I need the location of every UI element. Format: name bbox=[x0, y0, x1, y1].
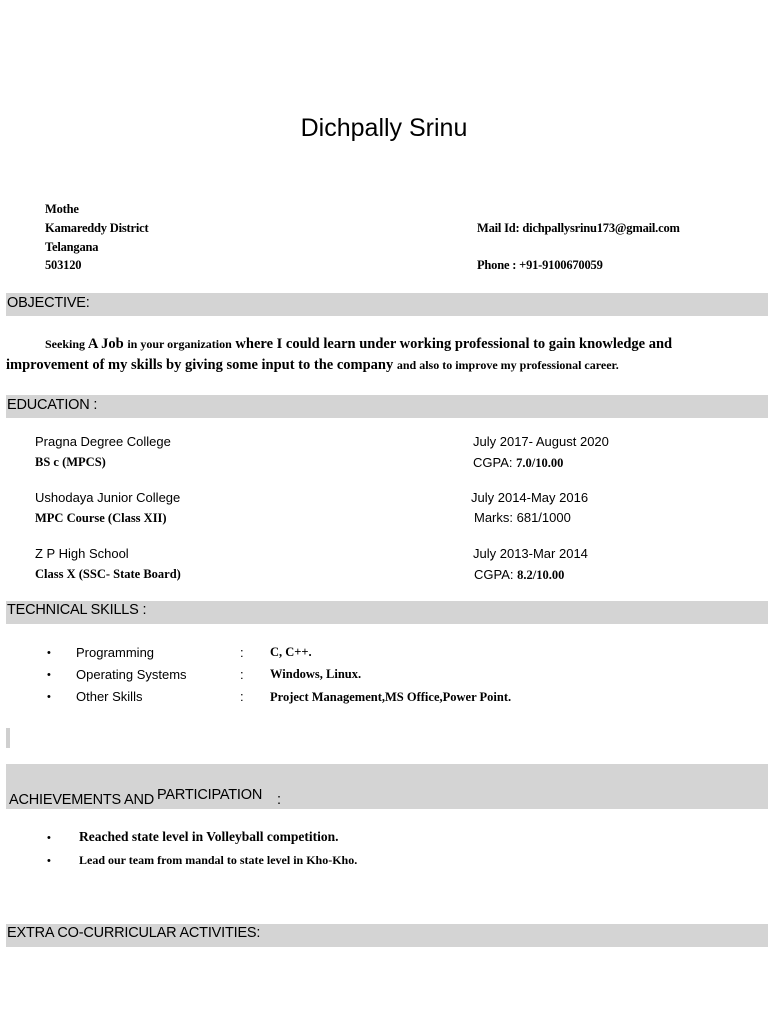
education-course: MPC Course (Class XII) bbox=[35, 511, 167, 525]
objective-section-band bbox=[6, 293, 768, 316]
achievements-heading-part-1: ACHIEVEMENTS AND bbox=[9, 792, 155, 808]
achievement-item: Lead our team from mandal to state level in Kho-Kho. bbox=[79, 853, 358, 867]
education-score bbox=[474, 567, 564, 583]
skill-label: Programming bbox=[76, 645, 155, 660]
education-score bbox=[473, 455, 563, 471]
bullet-icon: • bbox=[47, 669, 51, 681]
objective-text-rest: where I could learn under working professional to gain knowledge and bbox=[231, 336, 673, 352]
skill-value: C, C++. bbox=[270, 645, 312, 659]
objective-text-job: A Job bbox=[85, 336, 128, 352]
achievements-heading-colon: : bbox=[277, 792, 281, 808]
skill-separator: : bbox=[240, 689, 244, 704]
objective-text-improvement: improvement of my skills by giving some input to the company bbox=[6, 357, 397, 373]
skill-label: Operating Systems bbox=[76, 667, 187, 682]
bullet-icon: • bbox=[47, 691, 51, 703]
skill-value: Project Management,MS Office,Power Point. bbox=[270, 690, 512, 704]
education-score-value: 7.0/10.00 bbox=[516, 456, 564, 470]
contact-phone: Phone : +91-9100670059 bbox=[477, 258, 603, 272]
education-institution: Ushodaya Junior College bbox=[35, 490, 181, 505]
achievements-heading-part-2: PARTICIPATION bbox=[157, 787, 263, 803]
education-score bbox=[474, 510, 571, 526]
bullet-icon: • bbox=[47, 832, 51, 844]
objective-heading: OBJECTIVE: bbox=[7, 295, 90, 311]
education-score-label: CGPA: bbox=[474, 567, 518, 582]
resume-name: Dichpally Srinu bbox=[300, 114, 468, 142]
education-heading: EDUCATION : bbox=[7, 397, 98, 413]
education-institution: Z P High School bbox=[35, 546, 129, 561]
address-postcode: 503120 bbox=[45, 258, 82, 272]
skill-separator: : bbox=[240, 667, 244, 682]
skill-value: Windows, Linux. bbox=[270, 667, 362, 681]
education-section-band bbox=[6, 395, 768, 418]
bullet-icon: • bbox=[47, 855, 51, 867]
technical-skills-heading: TECHNICAL SKILLS : bbox=[7, 602, 147, 618]
contact-email: Mail Id: dichpallysrinu173@gmail.com bbox=[477, 221, 680, 235]
objective-text-org: in your organization bbox=[127, 337, 232, 351]
education-dates: July 2017- August 2020 bbox=[473, 434, 609, 449]
objective-text-seeking: Seeking bbox=[45, 337, 86, 351]
objective-line-2 bbox=[6, 357, 619, 374]
education-dates: July 2013-Mar 2014 bbox=[473, 546, 588, 561]
objective-line-1 bbox=[45, 336, 672, 353]
address-line-2: Kamareddy District bbox=[45, 221, 149, 235]
bullet-icon: • bbox=[47, 647, 51, 659]
extra-activities-heading: EXTRA CO-CURRICULAR ACTIVITIES: bbox=[7, 925, 261, 941]
achievement-item: Reached state level in Volleyball competition. bbox=[79, 829, 339, 844]
education-course: Class X (SSC- State Board) bbox=[35, 567, 181, 581]
skill-separator: : bbox=[240, 645, 244, 660]
skill-label: Other Skills bbox=[76, 689, 143, 704]
education-dates: July 2014-May 2016 bbox=[471, 490, 589, 505]
education-course: BS c (MPCS) bbox=[35, 455, 106, 469]
margin-marker bbox=[6, 728, 10, 748]
address-line-3: Telangana bbox=[45, 240, 99, 254]
education-score-value: 8.2/10.00 bbox=[517, 568, 565, 582]
education-score-label: Marks: 681/1000 bbox=[474, 510, 571, 525]
education-score-label: CGPA: bbox=[473, 455, 517, 470]
address-line-1: Mothe bbox=[45, 202, 79, 216]
objective-text-career: and also to improve my professional career. bbox=[396, 358, 619, 372]
education-institution: Pragna Degree College bbox=[35, 434, 171, 449]
